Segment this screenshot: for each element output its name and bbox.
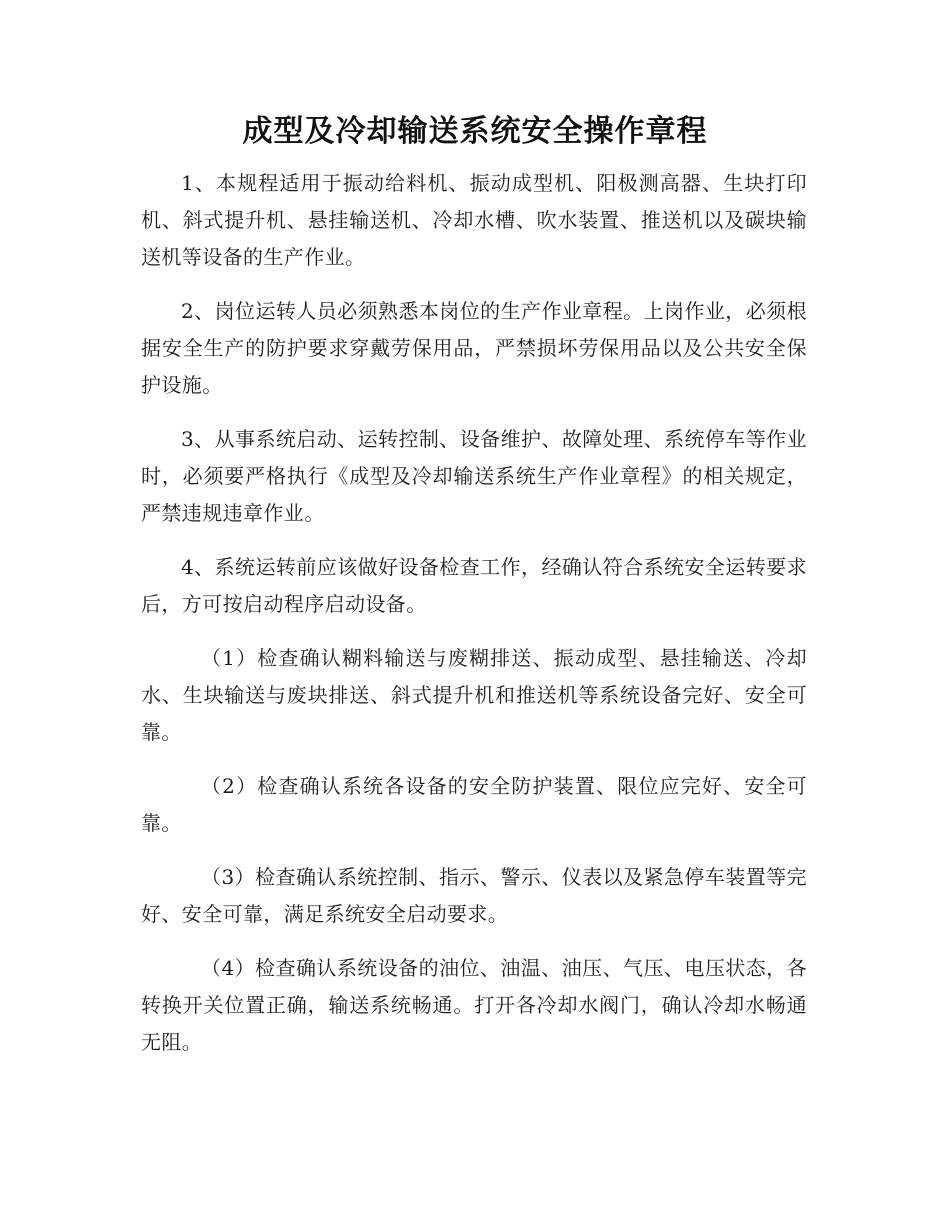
sub-item-4: （4）检查确认系统设备的油位、油温、油压、气压、电压状态，各转换开关位置正确，输送系统畅通。打开各冷却水阀门，确认冷却水畅通无阻。	[141, 956, 807, 1054]
document-body	[141, 165, 807, 1078]
sub-item-3: （3）检查确认系统控制、指示、警示、仪表以及紧急停车装置等完好、安全可靠，满足系统安全启动要求。	[141, 865, 807, 926]
sub-item-1: （1）检查确认糊料输送与废糊排送、振动成型、悬挂输送、冷却水、生块输送与废块排送、斜式提升机和推送机等系统设备完好、安全可靠。	[141, 646, 807, 744]
paragraph-2: 2、岗位运转人员必须熟悉本岗位的生产作业章程。上岗作业，必须根据安全生产的防护要求穿戴劳保用品，严禁损坏劳保用品以及公共安全保护设施。	[141, 299, 807, 397]
sub-item-2: （2）检查确认系统各设备的安全防护装置、限位应完好、安全可靠。	[141, 774, 807, 835]
paragraph-3: 3、从事系统启动、运转控制、设备维护、故障处理、系统停车等作业时，必须要严格执行《成型及冷却输送系统生产作业章程》的相关规定，严禁违规违章作业。	[141, 427, 807, 525]
page-title: 成型及冷却输送系统安全操作章程	[242, 114, 708, 149]
paragraph-1: 1、本规程适用于振动给料机、振动成型机、阳极测高器、生块打印机、斜式提升机、悬挂输送机、冷却水槽、吹水装置、推送机以及碳块输送机等设备的生产作业。	[141, 171, 807, 269]
paragraph-4: 4、系统运转前应该做好设备检查工作，经确认符合系统安全运转要求后，方可按启动程序启动设备。	[141, 555, 807, 616]
